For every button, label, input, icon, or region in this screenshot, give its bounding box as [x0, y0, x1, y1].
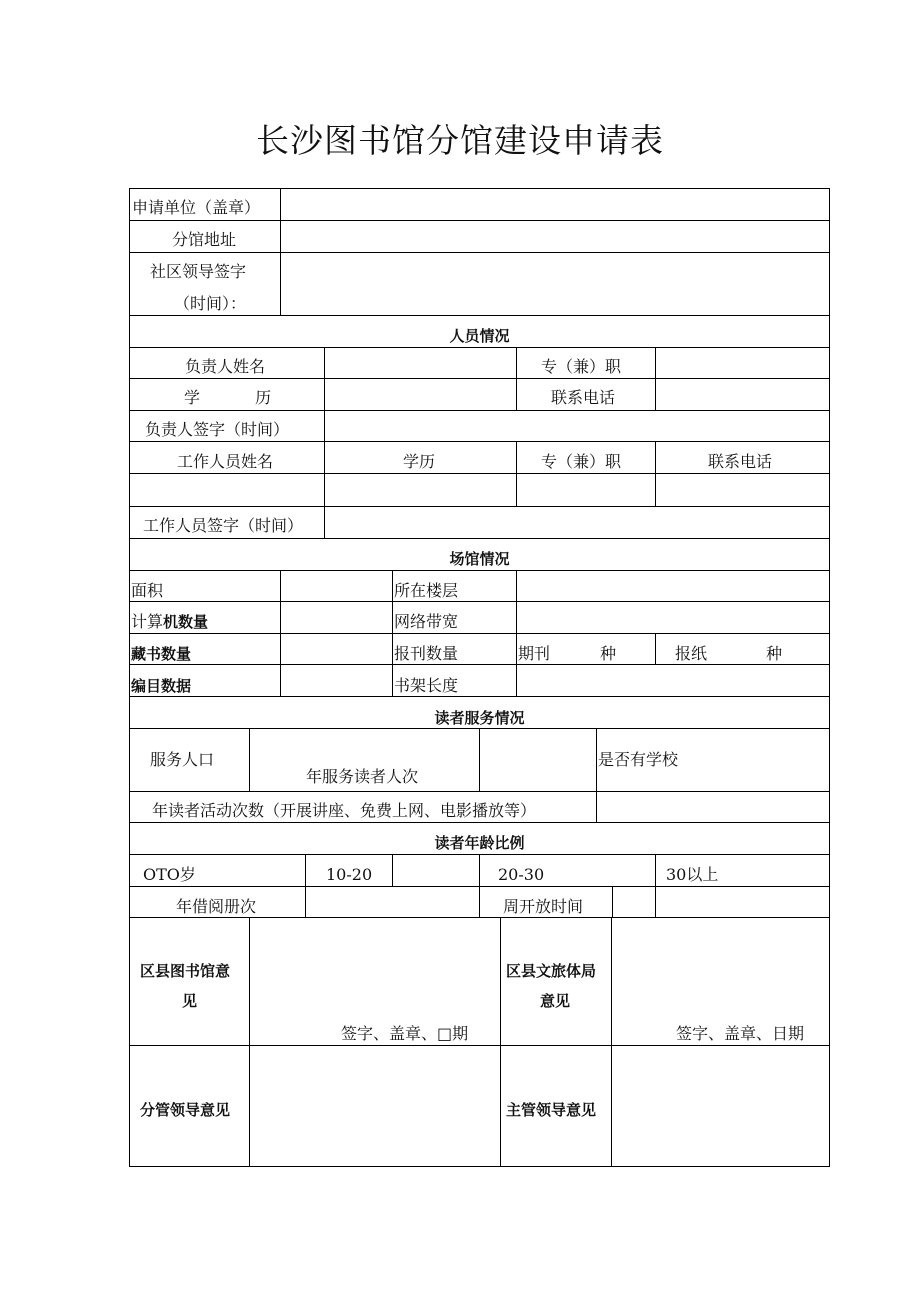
newspapers-kind-label: 种 — [766, 644, 783, 663]
col-line — [516, 570, 517, 696]
col-line — [305, 854, 306, 917]
role-label: 专（兼）职 — [541, 357, 622, 376]
books-label: 藏书数量 — [131, 645, 192, 663]
has-school-label: 是否有学校 — [598, 750, 679, 769]
row-line — [129, 664, 830, 665]
community-sign-label: 社区领导签字 — [150, 262, 247, 281]
journals-label: 期刊 — [518, 644, 551, 663]
annual-readers-label: 年服务读者人次 — [306, 767, 419, 786]
col-line — [280, 570, 281, 696]
col-line — [655, 854, 656, 886]
row-line — [129, 506, 830, 507]
county-library-opinion-label-2: 见 — [182, 992, 198, 1010]
row-line — [129, 252, 830, 253]
head-name-label: 负责人姓名 — [185, 357, 266, 376]
row-line — [129, 378, 830, 379]
county-library-sign-label: 签字、盖章、□期 — [341, 1024, 469, 1043]
computers-label — [131, 612, 208, 632]
phone-label: 联系电话 — [551, 388, 616, 407]
row-line — [129, 696, 830, 697]
col-line — [611, 917, 612, 1166]
col-line — [392, 570, 393, 696]
row-line — [129, 822, 830, 823]
col-line — [324, 506, 325, 538]
worker-sign-label: 工作人员签字（时间） — [143, 516, 304, 535]
col-line — [655, 633, 656, 664]
col-line — [596, 728, 597, 822]
row-line — [129, 791, 830, 792]
applicant-label: 申请单位（盖章） — [132, 198, 261, 217]
col-line — [516, 347, 517, 410]
bandwidth-label: 网络带宽 — [394, 612, 459, 631]
row-line — [129, 633, 830, 634]
row-line — [129, 570, 830, 571]
age-section-title: 读者年龄比例 — [434, 834, 525, 852]
row-line — [129, 188, 830, 189]
chief-leader-opinion-label: 主管领导意见 — [506, 1101, 597, 1119]
newspapers-label: 报纸 — [675, 644, 708, 663]
row-line — [129, 601, 830, 602]
head-sign-label: 负责人签字（时间） — [145, 420, 290, 439]
computers-label-bold: 机数量 — [163, 613, 209, 631]
weekly-hours-label: 周开放时间 — [503, 897, 584, 916]
col-line — [392, 854, 393, 886]
row-line — [129, 315, 830, 316]
age-range-2: 10-20 — [326, 865, 373, 884]
culture-bureau-opinion-label-2: 意见 — [540, 992, 571, 1010]
venue-section-title: 场馆情况 — [449, 550, 510, 568]
col-line — [324, 347, 325, 410]
col-line — [249, 728, 250, 791]
row-line — [129, 410, 830, 411]
row-line — [129, 1045, 830, 1046]
row-line — [129, 1166, 830, 1167]
col-line — [479, 854, 480, 917]
periodicals-label: 报刊数量 — [394, 644, 459, 663]
county-library-opinion-label: 区县图书馆意 — [140, 962, 231, 980]
area-label: 面积 — [131, 581, 164, 600]
row-line — [129, 220, 830, 221]
row-line — [129, 347, 830, 348]
culture-bureau-opinion-label: 区县文旅体局 — [506, 962, 597, 980]
form-title: 长沙图书馆分馆建设申请表 — [256, 121, 664, 160]
col-line — [479, 728, 480, 791]
community-sign-time-label: （时间）： — [174, 294, 247, 313]
col-line — [500, 917, 501, 1166]
education-label: 学 历 — [184, 388, 272, 407]
floor-label: 所在楼层 — [394, 581, 459, 600]
col-line — [516, 441, 517, 506]
row-line — [129, 473, 830, 474]
culture-bureau-sign-label: 签字、盖章、日期 — [676, 1024, 805, 1043]
worker-phone-label: 联系电话 — [708, 452, 773, 471]
col-line — [280, 188, 281, 315]
worker-role-label: 专（兼）职 — [541, 452, 622, 471]
row-line — [129, 917, 830, 918]
col-line — [612, 886, 613, 917]
service-section-title: 读者服务情况 — [434, 709, 525, 727]
journals-kind-label: 种 — [600, 644, 617, 663]
worker-name-label: 工作人员姓名 — [177, 452, 274, 471]
col-line — [655, 886, 656, 917]
age-range-4: 30以上 — [666, 865, 719, 884]
shelf-label: 书架长度 — [394, 676, 459, 695]
row-line — [129, 538, 830, 539]
address-label: 分馆地址 — [172, 230, 237, 249]
catalog-label: 编目数据 — [131, 677, 192, 695]
col-line — [324, 410, 325, 441]
staff-section-title: 人员情况 — [449, 327, 510, 345]
col-line — [324, 441, 325, 506]
col-line — [249, 917, 250, 1166]
computers-label-part: 计算 — [131, 612, 164, 631]
leader-in-charge-opinion-label: 分管领导意见 — [140, 1101, 231, 1119]
col-line — [655, 441, 656, 506]
col-line — [655, 347, 656, 410]
worker-education-label: 学历 — [403, 452, 436, 471]
row-line — [129, 441, 830, 442]
activities-label: 年读者活动次数（开展讲座、免费上网、电影播放等） — [152, 801, 537, 820]
age-range-1: OTO岁 — [143, 865, 196, 884]
annual-loans-label: 年借阅册次 — [176, 897, 257, 916]
age-range-3: 20-30 — [498, 865, 545, 884]
population-label: 服务人口 — [150, 750, 215, 769]
